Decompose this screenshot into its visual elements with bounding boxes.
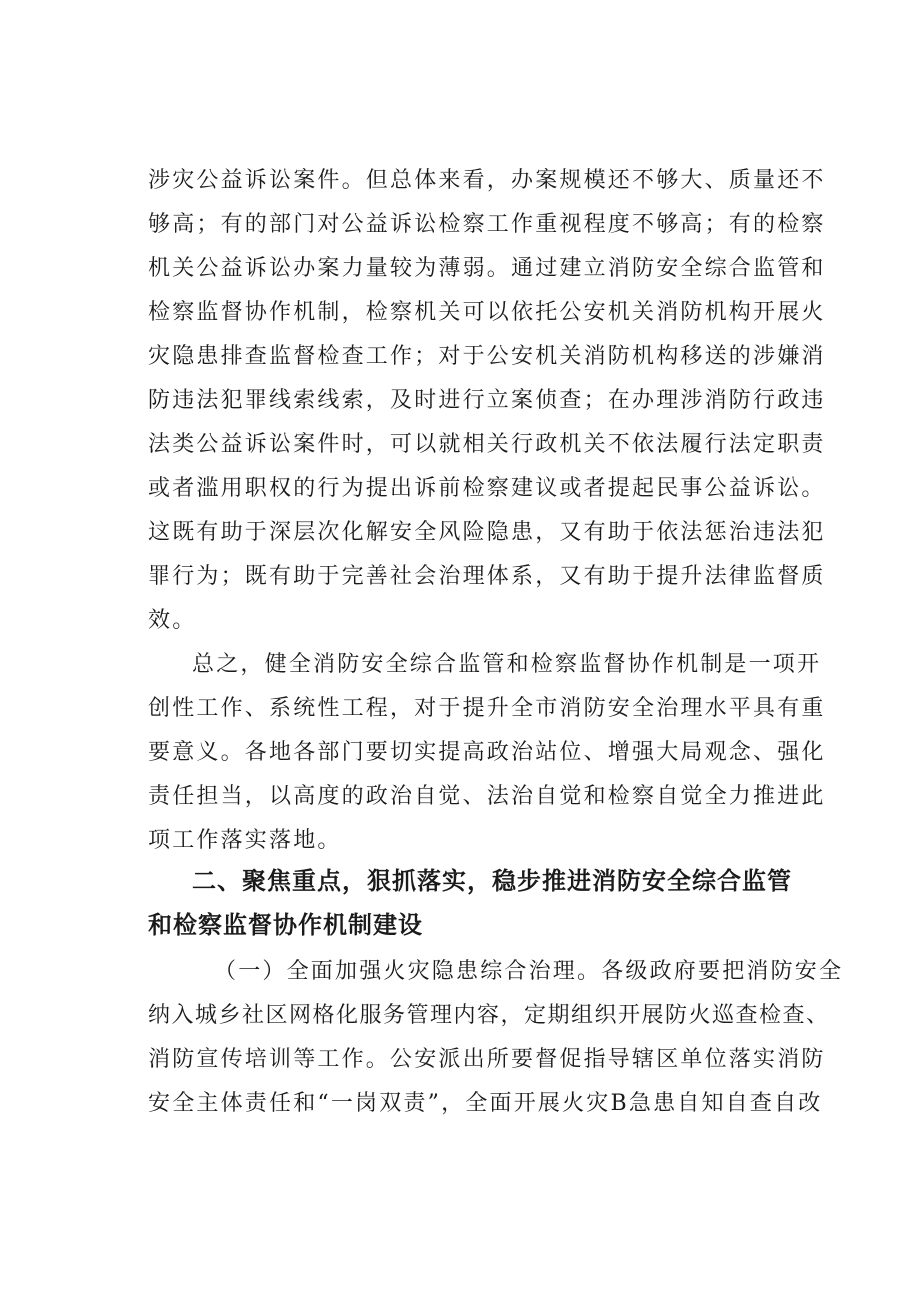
text-line: 责任担当，以高度的政治自觉、法治自觉和检察自觉全力推进此: [148, 784, 826, 809]
text-line: 要意义。各地各部门要切实提高政治站位、增强大局观念、强化: [148, 740, 826, 765]
text-line: 安全主体责任和“一岗双责”，全面开展火灾B急患自知自查自改: [148, 1091, 823, 1116]
text-line: 纳入城乡社区网格化服务管理内容，定期组织开展防火巡查检查、: [148, 1003, 830, 1028]
text-line: 防违法犯罪线索线索，及时进行立案侦查；在办理涉消防行政违: [148, 388, 826, 413]
text-line: （一）全面加强火灾隐患综合治理。各级政府要把消防安全: [214, 959, 844, 984]
heading-line: 二、聚焦重点，狠抓落实，稳步推进消防安全综合监管: [192, 867, 792, 895]
text-line: 或者滥用职权的行为提出诉前检察建议或者提起民事公益诉讼。: [148, 476, 826, 501]
text-line: 检察监督协作机制，检察机关可以依托公安机关消防机构开展火: [148, 300, 826, 325]
text-line: 这既有助于深层次化解安全风险隐患，又有助于依法惩治违法犯: [148, 520, 826, 545]
text-line: 项工作落实落地。: [148, 828, 342, 853]
text-line: 罪行为；既有助于完善社会治理体系，又有助于提升法律监督质: [148, 564, 826, 589]
heading-line: 和检察监督协作机制建设: [148, 911, 423, 939]
text-line: 够高；有的部门对公益诉讼检察工作重视程度不够高；有的检察: [148, 212, 826, 237]
text-line: 创性工作、系统性工程，对于提升全市消防安全治理水平具有重: [148, 696, 826, 721]
text-line: 灾隐患排查监督检查工作；对于公安机关消防机构移送的涉嫌消: [148, 344, 826, 369]
text-line: 消防宣传培训等工作。公安派出所要督促指导辖区单位落实消防: [148, 1047, 826, 1072]
text-line: 总之，健全消防安全综合监管和检察监督协作机制是一项开: [192, 652, 822, 677]
text-line: 效。: [148, 608, 197, 633]
text-line: 法类公益诉讼案件时，可以就相关行政机关不依法履行法定职责: [148, 432, 826, 457]
text-line: 机关公益诉讼办案力量较为薄弱。通过建立消防安全综合监管和: [148, 256, 826, 281]
text-line: 涉灾公益诉讼案件。但总体来看，办案规模还不够大、质量还不: [148, 168, 826, 193]
